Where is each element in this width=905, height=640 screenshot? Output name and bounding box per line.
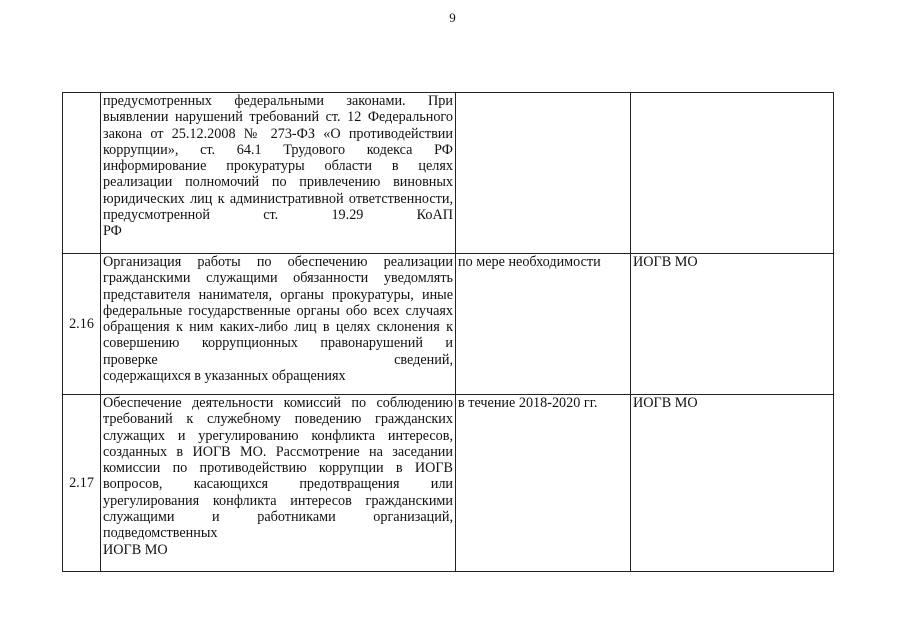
row-number: 2.17 xyxy=(63,395,101,572)
row-number: 2.16 xyxy=(63,254,101,395)
row-description-cell xyxy=(101,254,456,395)
row-description: Организация работы по обеспечению реализации гражданскими служащими обязанности уведомлять представителя нанимателя, органы прокуратуры, иные федеральные государственные органы обо всех случаях обращения к ним каких-либо лиц в целях склонения к совершению коррупционных правонарушений и проверке сведений, xyxy=(103,254,453,368)
row-description: предусмотренных федеральными законами. При выявлении нарушений требований ст. 12 Федерального закона от 25.12.2008 № 273-ФЗ «О противодействии коррупции», ст. 64.1 Трудового кодекса РФ информирование прокуратуры области в целях реализации полномочий по привлечению виновных юридических лиц к административной ответственности, предусмотренной ст. 19.29 КоАП xyxy=(103,93,453,224)
row-term xyxy=(456,93,631,254)
row-description-last-line: содержащихся в указанных обращениях xyxy=(103,368,346,385)
row-description-last-line: РФ xyxy=(103,223,122,240)
row-number xyxy=(63,93,101,254)
row-description-last-line: ИОГВ МО xyxy=(103,541,168,558)
row-executor: ИОГВ МО xyxy=(631,395,834,572)
row-description: Обеспечение деятельности комиссий по соблюдению требований к служебному поведению гражданских служащих и урегулированию конфликта интересов, созданных в ИОГВ МО. Рассмотрение на заседании комиссии по противодействию коррупции в ИОГВ вопросов, касающихся предотвращения или урегулирования конфликта интересов гражданскими служащими и работниками организаций, подведомственных xyxy=(103,395,453,542)
row-term: в течение 2018-2020 гг. xyxy=(456,395,631,572)
table-row xyxy=(63,395,834,572)
row-description-cell xyxy=(101,395,456,572)
page-number: 9 xyxy=(449,10,456,25)
row-executor xyxy=(631,93,834,254)
table-row xyxy=(63,93,834,254)
measures-table xyxy=(62,92,834,572)
table-row xyxy=(63,254,834,395)
row-executor: ИОГВ МО xyxy=(631,254,834,395)
row-description-cell xyxy=(101,93,456,254)
row-term: по мере необходимости xyxy=(456,254,631,395)
